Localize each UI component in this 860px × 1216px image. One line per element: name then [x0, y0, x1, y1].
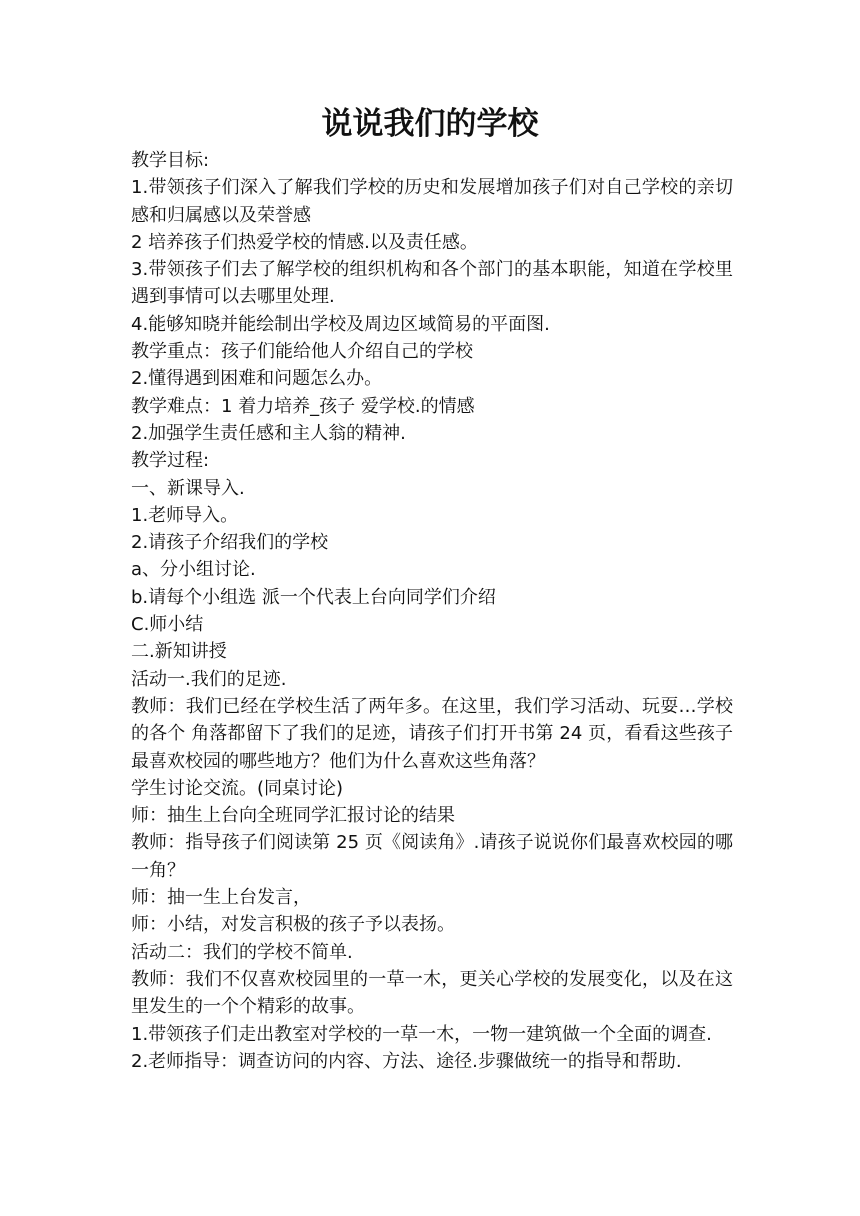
paragraph: 1.老师导入。 — [131, 504, 239, 526]
paragraph: 教学过程: — [131, 450, 210, 472]
paragraph: b.请每个小组选 派一个代表上台向同学们介绍 — [131, 586, 496, 608]
paragraph: C.师小结 — [131, 614, 204, 636]
paragraph: 3.带领孩子们去了解学校的组织机构和各个部门的基本职能，知道在学校里遇到事情可以去哪里处理. — [131, 259, 733, 308]
paragraph: 2.加强学生责任感和主人翁的精神. — [131, 422, 406, 444]
paragraph: a、分小组讨论. — [131, 559, 256, 581]
paragraph: 师：抽一生上台发言， — [131, 887, 311, 909]
paragraph: 二.新知讲授 — [131, 641, 227, 663]
paragraph: 4.能够知晓并能绘制出学校及周边区域简易的平面图. — [131, 313, 550, 335]
paragraph: 教师：我们不仅喜欢校园里的一草一木，更关心学校的发展变化，以及在这里发生的一个个精彩的故事。 — [131, 968, 733, 1018]
paragraph: 1.带领孩子们深入了解我们学校的历史和发展增加孩子们对自己学校的亲切感和归属感以及荣誉感 — [131, 177, 733, 226]
paragraph: 2.懂得遇到困难和问题怎么办。 — [131, 368, 383, 390]
paragraph: 学生讨论交流。(同桌讨论) — [131, 777, 344, 799]
paragraph: 教师：我们已经在学校生活了两年多。在这里，我们学习活动、玩耍…学校的各个 角落都留下了我们的足迹，请孩子们打开书第 24 页，看看这些孩子最喜欢校园的哪些地方？他们为什么喜欢这些角落？ — [131, 695, 733, 772]
paragraph: 教学难点：1 着力培养_孩子 爱学校.的情感 — [131, 395, 475, 417]
paragraph: 2 培养孩子们热爱学校的情感.以及责任感。 — [131, 231, 478, 253]
paragraph: 2.老师指导：调查访问的内容、方法、途径.步骤做统一的指导和帮助. — [131, 1050, 682, 1072]
document-title: 说说我们的学校 — [321, 106, 539, 142]
paragraph: 2.请孩子介绍我们的学校 — [131, 532, 329, 554]
paragraph: 一、新课导入. — [131, 477, 245, 499]
paragraph: 教学目标: — [131, 150, 210, 171]
paragraph: 教学重点：孩子们能给他人介绍自己的学校 — [131, 341, 473, 363]
paragraph: 1.带领孩子们走出教室对学校的一草一木，一物一建筑做一个全面的调查. — [131, 1023, 712, 1045]
paragraph: 活动二：我们的学校不简单. — [131, 941, 353, 963]
paragraph: 教师：指导孩子们阅读第 25 页《阅读角》.请孩子说说你们最喜欢校园的哪一角？ — [131, 832, 733, 881]
paragraph: 师：小结，对发言积极的孩子予以表扬。 — [131, 914, 455, 936]
paragraph: 活动一.我们的足迹. — [131, 668, 287, 690]
paragraph: 师：抽生上台向全班同学汇报讨论的结果 — [131, 805, 455, 827]
document-body — [131, 147, 733, 1075]
